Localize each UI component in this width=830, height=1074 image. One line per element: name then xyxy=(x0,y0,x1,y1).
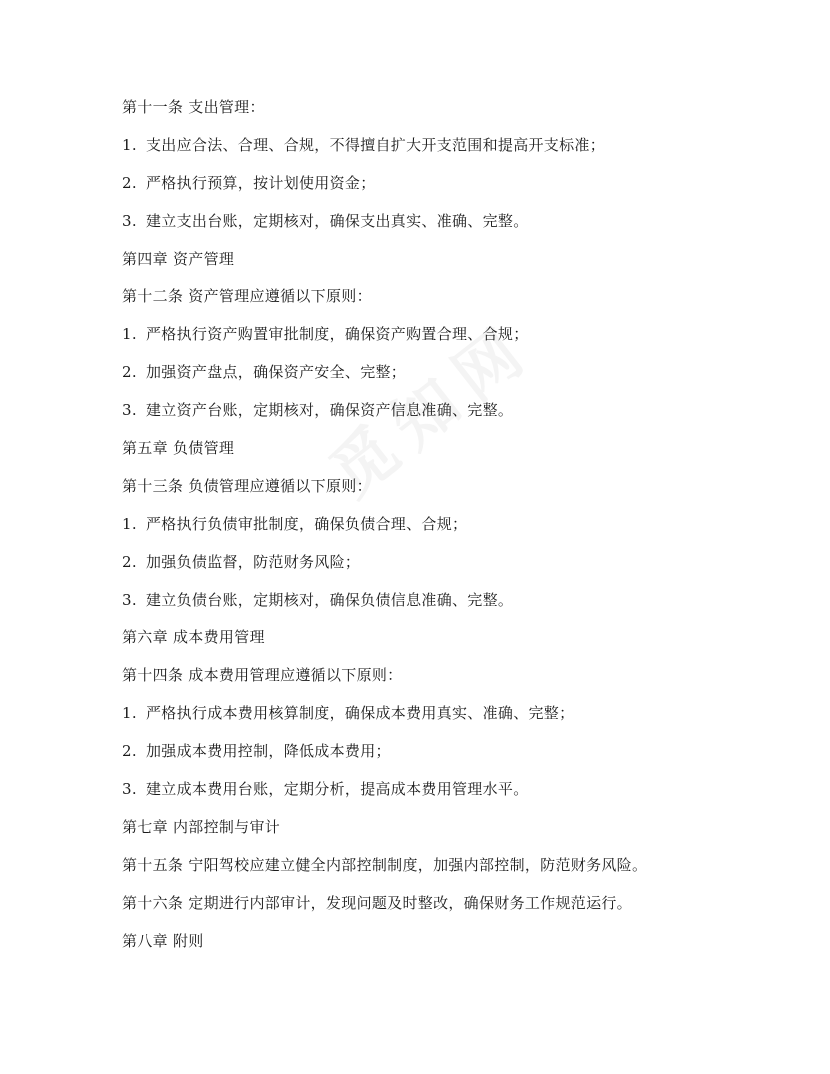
list-number: 1. xyxy=(122,704,137,723)
paragraph-heading xyxy=(122,284,722,322)
paragraph-heading xyxy=(122,891,722,929)
line-text: 严格执行资产购置审批制度，确保资产购置合理、合规； xyxy=(146,325,529,344)
paragraph-heading xyxy=(122,95,722,133)
list-number: 3. xyxy=(122,401,137,420)
paragraph-heading xyxy=(122,853,722,891)
line-text: 加强负债监督，防范财务风险； xyxy=(146,552,361,571)
list-item xyxy=(122,588,722,626)
list-item xyxy=(122,398,722,436)
paragraph-heading xyxy=(122,625,722,663)
line-text: 第十四条 成本费用管理应遵循以下原则： xyxy=(122,666,403,685)
list-number: 2. xyxy=(122,552,137,571)
list-item xyxy=(122,550,722,588)
list-number: 3. xyxy=(122,780,137,799)
paragraph-heading xyxy=(122,247,722,285)
list-number: 1. xyxy=(122,514,137,533)
line-text: 建立支出台账，定期核对，确保支出真实、准确、完整。 xyxy=(146,211,529,230)
list-item xyxy=(122,133,722,171)
list-number: 3. xyxy=(122,590,137,609)
list-item xyxy=(122,777,722,815)
list-number: 3. xyxy=(122,211,137,230)
line-text: 建立成本费用台账，定期分析，提高成本费用管理水平。 xyxy=(146,780,529,799)
document-body xyxy=(122,95,722,966)
list-number: 1. xyxy=(122,135,137,154)
line-text: 加强资产盘点，确保资产安全、完整； xyxy=(146,363,407,382)
line-text: 第四章 资产管理 xyxy=(122,249,235,268)
line-text: 严格执行成本费用核算制度，确保成本费用真实、准确、完整； xyxy=(146,704,575,723)
paragraph-heading xyxy=(122,929,722,967)
list-item xyxy=(122,209,722,247)
line-text: 第七章 内部控制与审计 xyxy=(122,817,281,836)
line-text: 第六章 成本费用管理 xyxy=(122,628,265,647)
paragraph-heading xyxy=(122,663,722,701)
line-text: 第八章 附则 xyxy=(122,931,204,950)
list-item xyxy=(122,171,722,209)
paragraph-heading xyxy=(122,436,722,474)
line-text: 第十二条 资产管理应遵循以下原则： xyxy=(122,287,372,306)
paragraph-heading xyxy=(122,474,722,512)
line-text: 第十一条 支出管理： xyxy=(122,98,265,116)
line-text: 第十六条 定期进行内部审计，发现问题及时整改，确保财务工作规范运行。 xyxy=(122,893,632,912)
list-item xyxy=(122,512,722,550)
line-text: 支出应合法、合理、合规，不得擅自扩大开支范围和提高开支标准； xyxy=(146,135,606,154)
line-text: 第十五条 宁阳驾校应建立健全内部控制制度，加强内部控制，防范财务风险。 xyxy=(122,855,648,874)
line-text: 加强成本费用控制，降低成本费用； xyxy=(146,742,391,761)
list-number: 2. xyxy=(122,742,137,761)
paragraph-heading xyxy=(122,815,722,853)
line-text: 建立负债台账，定期核对，确保负债信息准确、完整。 xyxy=(146,590,514,609)
list-item xyxy=(122,739,722,777)
line-text: 严格执行预算，按计划使用资金； xyxy=(146,173,376,192)
line-text: 第十三条 负债管理应遵循以下原则： xyxy=(122,476,372,495)
line-text: 严格执行负债审批制度，确保负债合理、合规； xyxy=(146,514,468,533)
line-text: 第五章 负债管理 xyxy=(122,439,235,458)
list-item xyxy=(122,322,722,360)
list-number: 2. xyxy=(122,363,137,382)
list-item xyxy=(122,360,722,398)
list-number: 2. xyxy=(122,173,137,192)
list-item xyxy=(122,701,722,739)
list-number: 1. xyxy=(122,325,137,344)
line-text: 建立资产台账，定期核对，确保资产信息准确、完整。 xyxy=(146,401,514,420)
